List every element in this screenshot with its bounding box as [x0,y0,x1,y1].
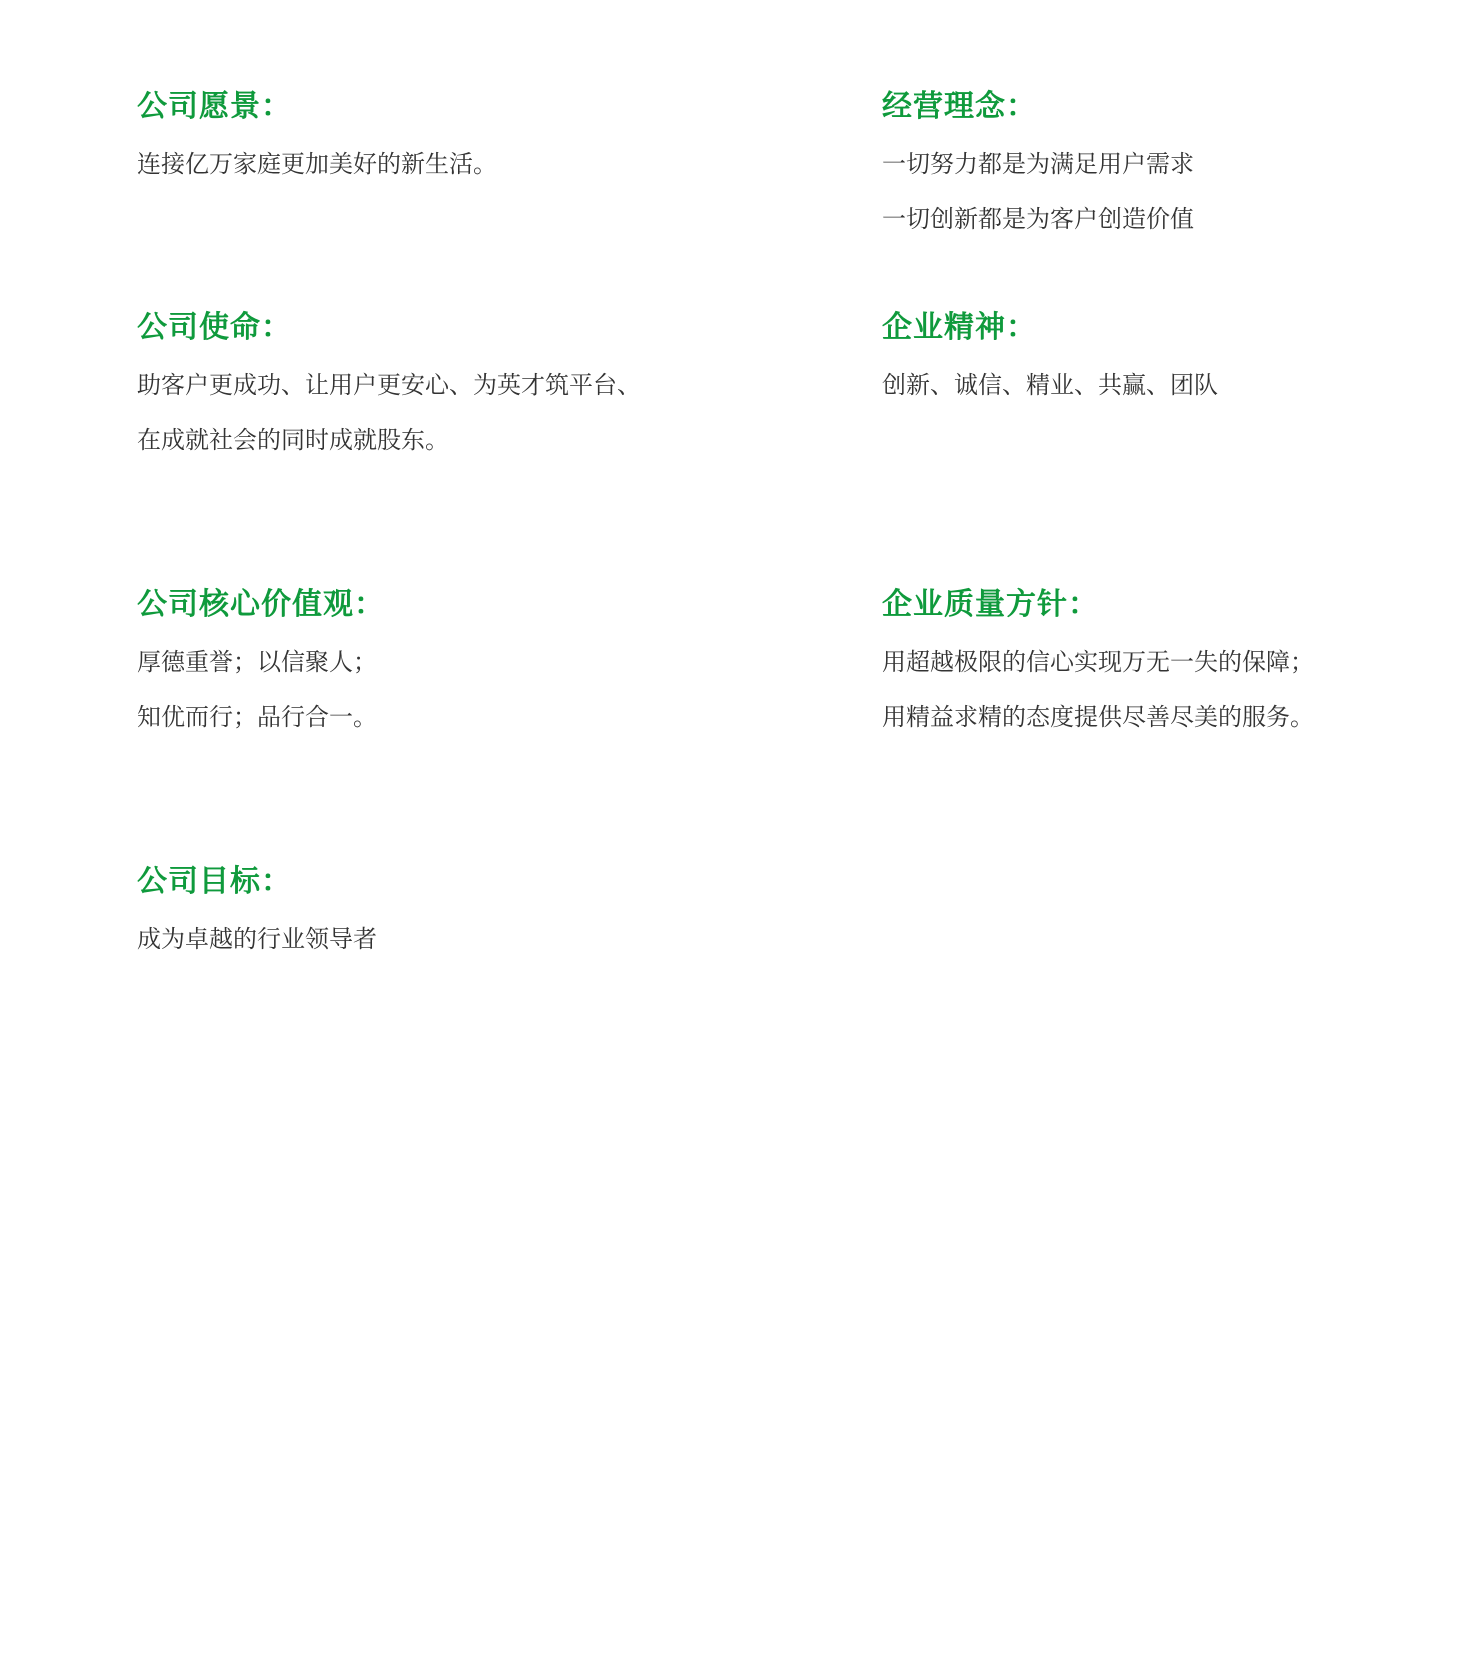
section-body [882,358,1218,413]
section-title: 企业质量方针： [882,587,1099,622]
section-line: 成为卓越的行业领导者 [137,925,377,953]
section-body [137,358,641,468]
section-body [137,912,377,967]
section-line: 在成就社会的同时成就股东。 [137,426,449,454]
section-line: 用精益求精的态度提供尽善尽美的服务。 [882,703,1314,731]
section-line: 连接亿万家庭更加美好的新生活。 [137,150,497,178]
section-business-philosophy [882,88,1194,247]
section-line: 厚德重誉；以信聚人； [137,648,377,676]
section-company-vision [137,88,497,192]
section-core-values [137,586,385,745]
section-line: 用超越极限的信心实现万无一失的保障； [882,648,1314,676]
section-body [882,635,1314,745]
section-line: 知优而行；品行合一。 [137,703,377,731]
section-quality-policy [882,586,1314,745]
section-enterprise-spirit [882,309,1218,413]
section-line: 一切努力都是为满足用户需求 [882,150,1194,178]
section-title: 公司核心价值观： [137,587,385,622]
section-title: 企业精神： [882,310,1037,345]
section-line: 助客户更成功、让用户更安心、为英才筑平台、 [137,371,641,399]
section-body [137,137,497,192]
section-line: 一切创新都是为客户创造价值 [882,205,1194,233]
section-company-mission [137,309,641,468]
section-title: 公司目标： [137,864,292,899]
section-title: 公司使命： [137,310,292,345]
section-company-goal [137,863,377,967]
section-title: 公司愿景： [137,89,292,124]
section-title: 经营理念： [882,89,1037,124]
section-body [882,137,1194,247]
section-line: 创新、诚信、精业、共赢、团队 [882,371,1218,399]
section-body [137,635,385,745]
